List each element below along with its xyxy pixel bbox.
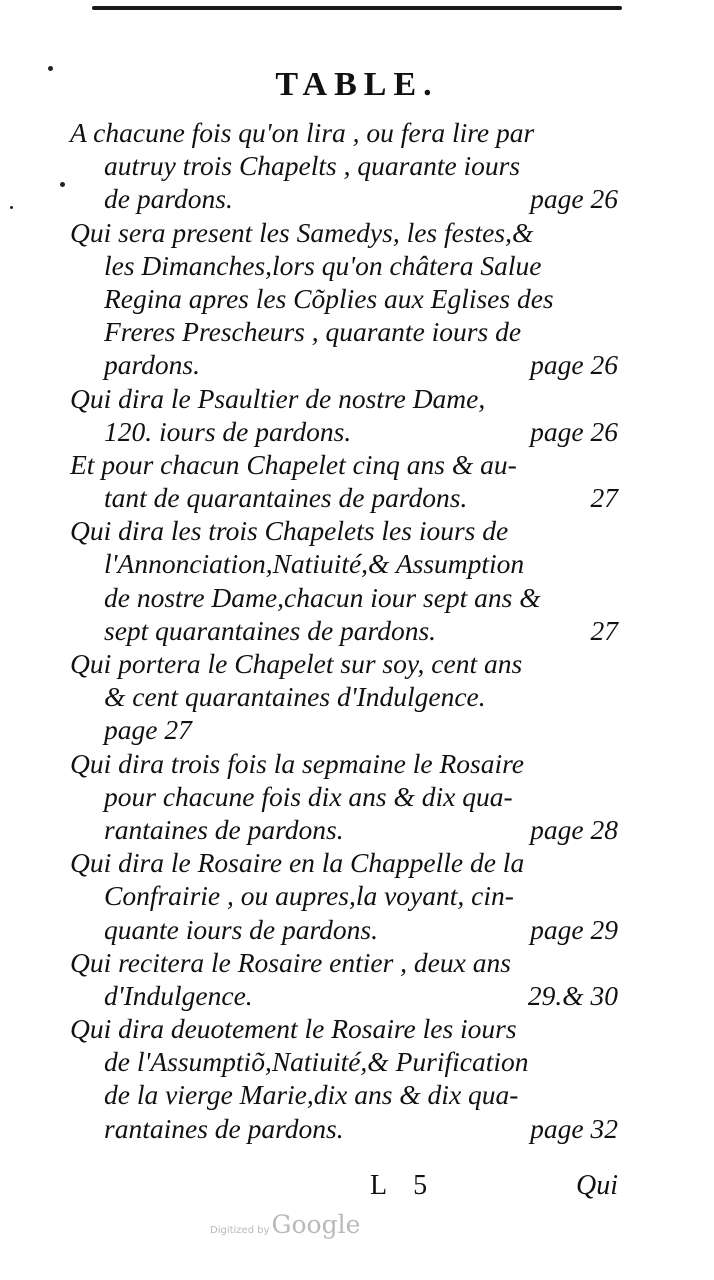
entry-line	[70, 1112, 618, 1145]
entry-text: pardons.	[104, 349, 201, 381]
entry-text: Et pour chacun Chapelet cinq ans & au-	[70, 448, 517, 480]
entry-text: Qui dira le Psaultier de nostre Dame,	[70, 382, 486, 414]
entry-line	[70, 1012, 618, 1045]
entry-line	[70, 315, 618, 348]
entry-page-ref: 27	[590, 614, 618, 646]
entry-text: Confrairie , ou aupres,la voyant, cin-	[104, 880, 514, 912]
entry-line	[70, 680, 618, 713]
entry-text: & cent quarantaines d'Indulgence.	[104, 681, 486, 713]
entry-line	[70, 182, 618, 215]
entry-line	[70, 713, 618, 746]
page-footer	[70, 1170, 618, 1202]
entry-page-ref: page 32	[530, 1112, 618, 1144]
entry-line	[70, 514, 618, 547]
entry-line	[70, 1078, 618, 1111]
entry-line	[70, 813, 618, 846]
entry-line	[70, 614, 618, 647]
entry-text: de la vierge Marie,dix ans & dix qua-	[104, 1079, 519, 1111]
entry-page-ref: page 29	[530, 913, 618, 945]
entry-page-ref: page 28	[530, 813, 618, 845]
entry-text: rantaines de pardons.	[104, 1112, 344, 1144]
entry-line	[70, 149, 618, 182]
entry-text: de l'Assumptiõ,Natiuité,& Purification	[104, 1046, 529, 1078]
entry-page-ref: page 26	[530, 349, 618, 381]
entry-line	[70, 348, 618, 381]
entry-line	[70, 846, 618, 879]
entry-line	[70, 879, 618, 912]
entry-text: sept quarantaines de pardons.	[104, 614, 437, 646]
entry-line	[70, 415, 618, 448]
signature-mark: L 5	[370, 1170, 438, 1201]
entry-text: de pardons.	[104, 183, 233, 215]
entry-text: Qui dira le Rosaire en la Chappelle de la	[70, 847, 525, 879]
entry-line	[70, 946, 618, 979]
entry-page-ref: 29.& 30	[527, 979, 618, 1011]
entry-line	[70, 780, 618, 813]
entry-text: Regina apres les Cõplies aux Eglises des	[104, 282, 554, 314]
entry-text: rantaines de pardons.	[104, 813, 344, 845]
ink-speck	[10, 206, 13, 209]
entry-line	[70, 481, 618, 514]
entry-text: les Dimanches,lors qu'on châtera Salue	[104, 249, 542, 281]
entry-text: pour chacune fois dix ans & dix qua-	[104, 780, 513, 812]
table-body	[70, 116, 618, 1145]
entry-text: Qui dira trois fois la sepmaine le Rosaire	[70, 747, 524, 779]
entry-text: quante iours de pardons.	[104, 913, 378, 945]
entry-text: autruy trois Chapelts , quarante iours	[104, 150, 521, 182]
entry-text: Qui sera present les Samedys, les festes,&	[70, 216, 534, 248]
entry-line	[70, 448, 618, 481]
entry-line	[70, 282, 618, 315]
digitized-label: Digitized by	[210, 1225, 270, 1236]
entry-text: Qui recitera le Rosaire entier , deux ans	[70, 946, 511, 978]
entry-page-ref: page 26	[530, 415, 618, 447]
entry-line	[70, 216, 618, 249]
entry-line	[70, 1045, 618, 1078]
entry-text: de nostre Dame,chacun iour sept ans &	[104, 581, 541, 613]
catchword: Qui	[576, 1170, 618, 1201]
entry-text: Qui dira deuotement le Rosaire les iours	[70, 1013, 517, 1045]
entry-line	[70, 547, 618, 580]
entry-line	[70, 979, 618, 1012]
entry-line	[70, 382, 618, 415]
entry-text: A chacune fois qu'on lira , ou fera lire par	[70, 117, 535, 148]
entry-text: page 27	[104, 714, 192, 746]
entry-line	[70, 116, 618, 149]
digitized-watermark	[210, 1210, 360, 1239]
entry-text: l'Annonciation,Natiuité,& Assumption	[104, 548, 525, 580]
entry-page-ref: page 26	[530, 183, 618, 215]
page-title: TABLE.	[275, 66, 439, 103]
google-logo: Google	[271, 1210, 361, 1239]
entry-text: 120. iours de pardons.	[104, 415, 352, 447]
entry-line	[70, 913, 618, 946]
entry-text: d'Indulgence.	[104, 979, 253, 1011]
entry-text: Freres Prescheurs , quarante iours de	[104, 316, 522, 348]
entry-text: tant de quarantaines de pardons.	[104, 482, 468, 514]
entry-text: Qui dira les trois Chapelets les iours de	[70, 515, 509, 547]
ink-speck	[60, 182, 65, 187]
entry-line	[70, 647, 618, 680]
entry-page-ref: 27	[590, 482, 618, 514]
entry-line	[70, 249, 618, 282]
entry-line	[70, 747, 618, 780]
top-rule	[92, 6, 622, 10]
entry-text: Qui portera le Chapelet sur soy, cent ans	[70, 648, 523, 679]
entry-line	[70, 581, 618, 614]
